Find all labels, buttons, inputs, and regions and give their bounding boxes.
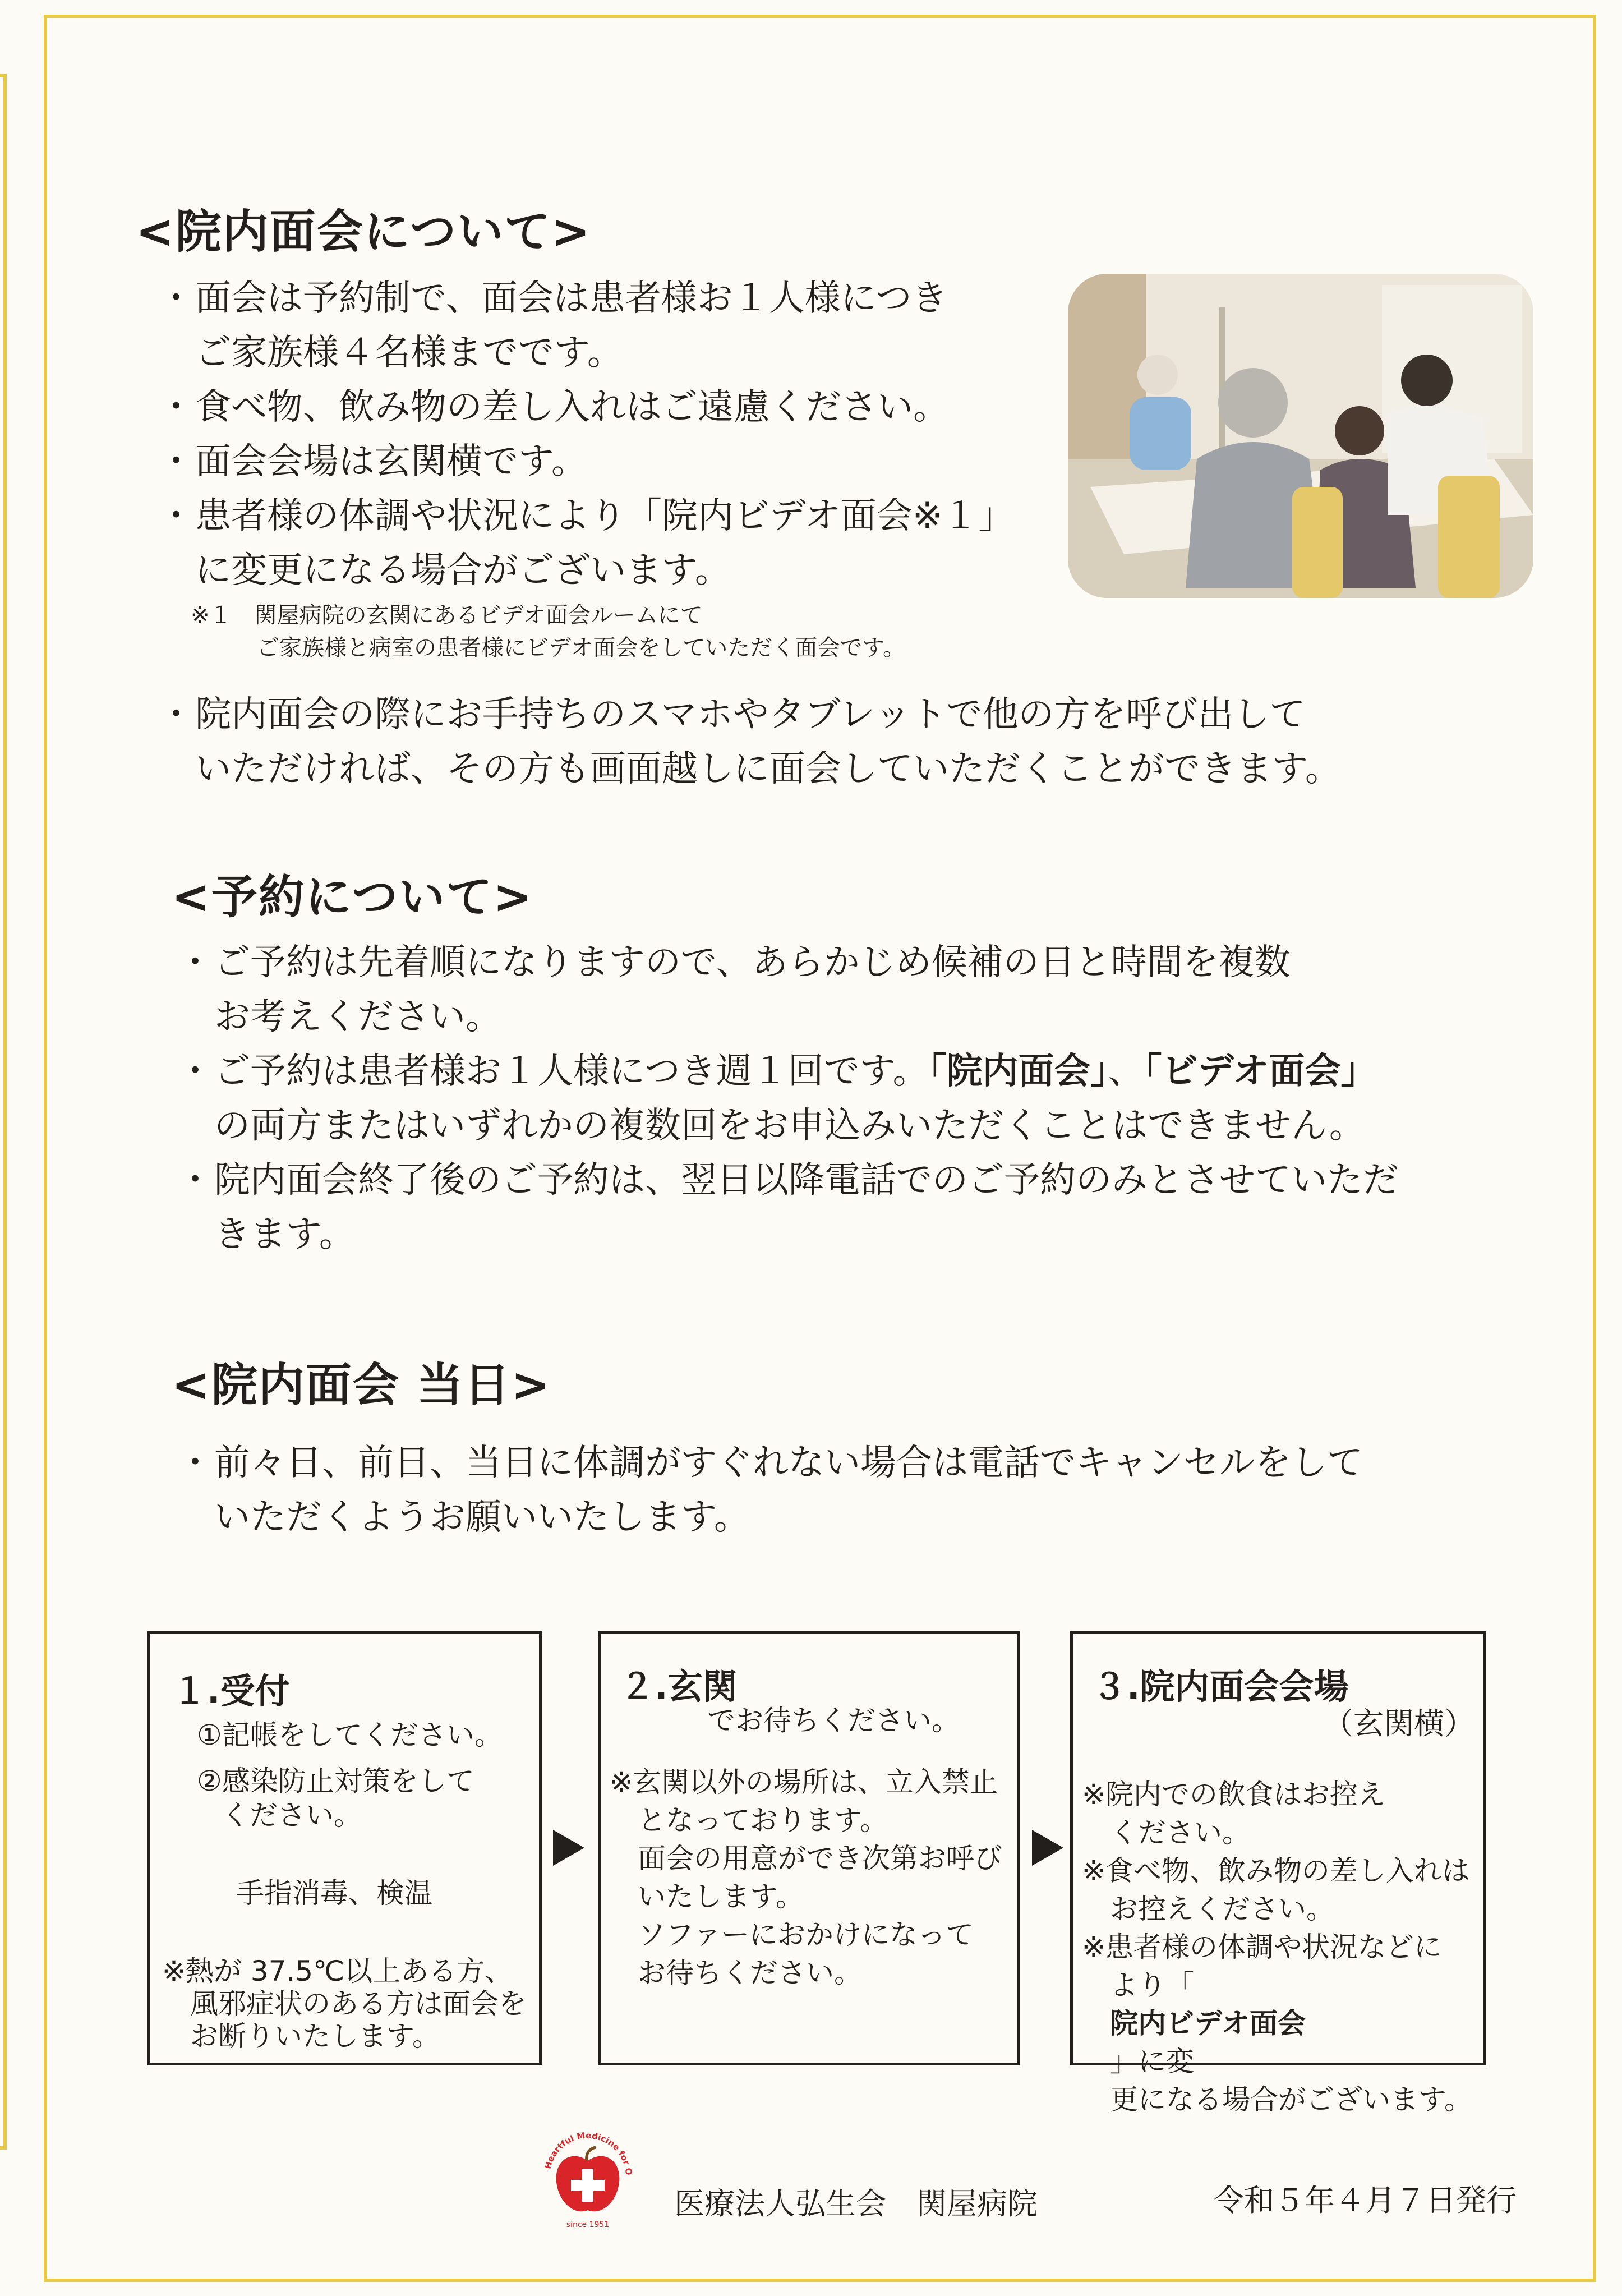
step-box-visit-venue	[1070, 1631, 1486, 2116]
hospital-name: 医療法人弘生会 関屋病院	[674, 2186, 1038, 2221]
visit-rules-list-extra	[158, 688, 1341, 797]
svg-text:since 1951: since 1951	[566, 2220, 610, 2229]
step-title: ２.玄関	[620, 1666, 738, 1707]
visit-rules-list	[158, 272, 1014, 598]
section-heading-visit: <院内面会について>	[136, 205, 591, 259]
arrow-right-icon	[1032, 1830, 1063, 1866]
step-venue-notes: ※院内での飲食はお控え ください。 ※食べ物、飲み物の差し入れは お控えください。 ※患者様の体調や状況などに より「 院内ビデオ面会 」に変 更になる場合がございます。	[1082, 1778, 1472, 2116]
list-item: ・ 患者様の体調や状況により「院内ビデオ面会※１」 に変更になる場合がございます。	[158, 495, 1015, 591]
list-item: ・ 面会は予約制で、面会は患者様お１人様につき ご家族様４名様までです。	[158, 278, 948, 374]
list-item: ・ 食べ物、飲み物の差し入れはご遠慮ください。	[158, 386, 949, 428]
step-wait-text: でお待ちください。	[707, 1704, 960, 1737]
step-hygiene-text: 手指消毒、検温	[236, 1877, 432, 1910]
section-heading-reservation: <予約について>	[172, 871, 533, 924]
step-fever-note: ※熱が 37.5℃以上ある方、 風邪症状のある方は面会を お断りいたします。	[162, 1955, 527, 2053]
list-item: ・ 前々日、前日、当日に体調がすぐれない場合は電話でキャンセルをして いただくようお願いいたします。	[177, 1442, 1363, 1538]
list-item: ・ 院内面会終了後のご予約は、翌日以降電話でのご予約のみとさせていただ きます。	[177, 1159, 1399, 1255]
step-title: ３.院内面会会場	[1092, 1666, 1349, 1707]
video-visit-footnote: ※１ 関屋病院の玄関にあるビデオ面会ルームにて ご家族様と病室の患者様にビデオ面会をしていただく面会です。	[191, 602, 905, 661]
step-box-reception	[147, 1631, 542, 2065]
list-item: ・ 院内面会の際にお手持ちのスマホやタブレットで他の方を呼び出して いただければ、その方も画面越しに面会していただくことができます。	[158, 694, 1341, 790]
reservation-rules-list	[177, 936, 1399, 1262]
hospital-logo	[537, 2120, 638, 2233]
step-title: １.受付	[172, 1671, 290, 1711]
issue-date: 令和５年４月７日発行	[1214, 2183, 1517, 2218]
left-frame-edge	[0, 74, 7, 2150]
step-instructions: ①記帳をしてください。 ②感染防止対策をして ください。	[197, 1719, 503, 1832]
apple-cross-logo-icon	[537, 2120, 638, 2233]
list-item: ・ ご予約は先着順になりますので、あらかじめ候補の日と時間を複数 お考えください。	[177, 942, 1291, 1038]
svg-text:Heartful Medicine for Old: Heartful Medicine for O	[542, 2130, 634, 2176]
step-box-entrance	[598, 1631, 1020, 2065]
visit-day-rules-list	[177, 1436, 1363, 1545]
step-entrance-note: ※玄関以外の場所は、立入禁止 となっております。 面会の用意ができ次第お呼び いたします。 ソファーにおかけになって お待ちください。	[610, 1766, 1002, 1989]
list-item: ・ 面会会場は玄関横です。	[158, 441, 587, 482]
visit-room-illustration	[1068, 274, 1533, 598]
visit-room-photo	[1068, 274, 1533, 598]
step-venue-location: （玄関横）	[1323, 1706, 1474, 1741]
section-heading-visit-day: <院内面会 当日>	[172, 1359, 551, 1412]
arrow-right-icon	[553, 1830, 584, 1866]
list-item: ・ ご予約は患者様お１人様につき週１回です。「院内面会」、「ビデオ面会」 の両方またはいずれかの複数回をお申込みいただくことはできません。	[177, 1051, 1377, 1147]
